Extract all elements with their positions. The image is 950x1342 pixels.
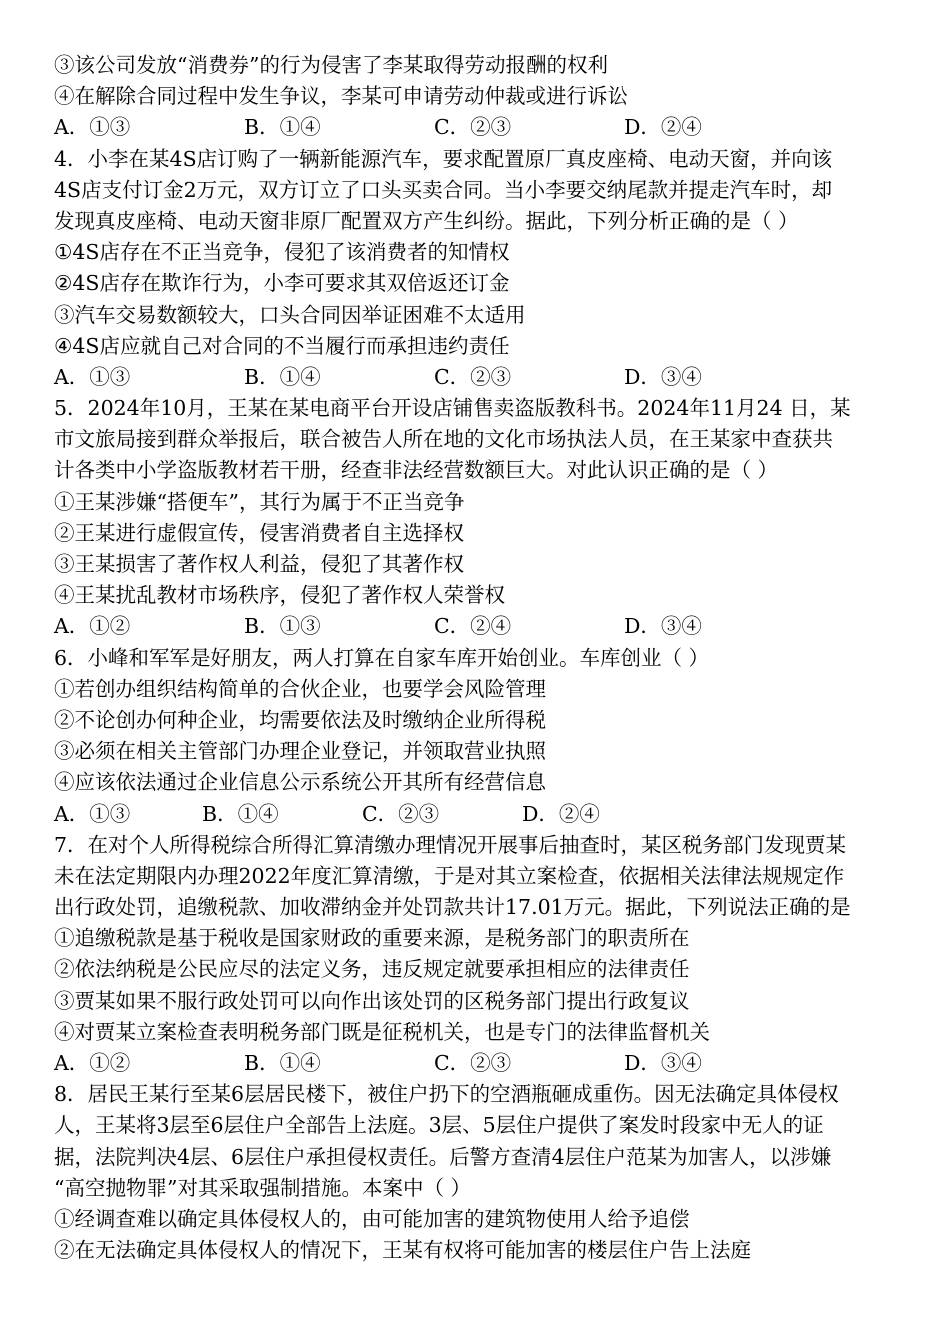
q4-stem-line: 4．小李在某4S店订购了一辆新能源汽车，要求配置原厂真皮座椅、电动天窗，并向该 xyxy=(54,146,833,171)
q4-option-a[interactable]: A．①③ xyxy=(54,364,131,389)
q6-option-b[interactable]: B．①④ xyxy=(202,801,279,826)
q3-options xyxy=(54,112,904,143)
q8-stem-line: 人，王某将3层至6层住户全部告上法庭。3层、5层住户提供了案发时段家中无人的证 xyxy=(54,1113,824,1138)
q4-item: ①4S店存在不正当竞争，侵犯了该消费者的知情权 xyxy=(54,240,510,265)
q3-option-a[interactable]: A．①③ xyxy=(54,115,131,140)
q4-stem-line: 发现真皮座椅、电动天窗非原厂配置双方产生纠纷。据此，下列分析正确的是（ ） xyxy=(54,208,799,233)
q4-option-b[interactable]: B．①④ xyxy=(244,364,321,389)
q8-stem-line: “高空抛物罪”对其采取强制措施。本案中（ ） xyxy=(54,1175,471,1200)
q4-item: ②4S店存在欺诈行为，小李可要求其双倍返还订金 xyxy=(54,271,510,296)
q7-option-d[interactable]: D．③④ xyxy=(624,1051,702,1075)
q4-option-d[interactable]: D．③④ xyxy=(624,364,702,389)
q6-item: ③必须在相关主管部门办理企业登记，并领取营业执照 xyxy=(54,739,546,764)
q4-stem-line: 4S店支付订金2万元，双方订立了口头买卖合同。当小李要交纳尾款并提走汽车时，却 xyxy=(54,177,833,202)
q7-options xyxy=(54,1048,904,1079)
q3-item-4: ④在解除合同过程中发生争议，李某可申请劳动仲裁或进行诉讼 xyxy=(54,84,628,109)
q5-option-a[interactable]: A．①② xyxy=(54,614,131,639)
q6-option-d[interactable]: D．②④ xyxy=(522,801,600,826)
q5-item: ④王某扰乱教材市场秩序，侵犯了著作权人荣誉权 xyxy=(54,583,505,608)
q6-item: ①若创办组织结构简单的合伙企业，也要学会风险管理 xyxy=(54,676,546,701)
q3-option-d[interactable]: D．②④ xyxy=(624,115,702,140)
q5-option-b[interactable]: B．①③ xyxy=(244,614,321,639)
q8-item: ①经调查难以确定具体侵权人的，由可能加害的建筑物使用人给予追偿 xyxy=(54,1206,690,1231)
q3-option-c[interactable]: C．②③ xyxy=(434,115,512,140)
q4-options xyxy=(54,362,904,393)
q7-item: ③贾某如果不服行政处罚可以向作出该处罚的区税务部门提出行政复议 xyxy=(54,988,690,1013)
q6-option-c[interactable]: C．②③ xyxy=(362,801,440,826)
q4-option-c[interactable]: C．②③ xyxy=(434,364,512,389)
q8-stem-line: 8．居民王某行至某6层居民楼下，被住户扔下的空酒瓶砸成重伤。因无法确定具体侵权 xyxy=(54,1082,839,1107)
q7-stem-line: 未在法定期限内办理2022年度汇算清缴，于是对其立案检查，依据相关法律法规规定作 xyxy=(54,863,845,888)
q5-stem-line: 计各类中小学盗版教材若干册，经查非法经营数额巨大。对此认识正确的是（ ） xyxy=(54,458,779,483)
q7-option-b[interactable]: B．①④ xyxy=(244,1051,321,1075)
q8-stem-line: 据，法院判决4层、6层住户承担侵权责任。后警方查清4层住户范某为加害人，以涉嫌 xyxy=(54,1144,832,1169)
q3-item-3: ③该公司发放“消费券”的行为侵害了李某取得劳动报酬的权利 xyxy=(54,53,608,77)
q4-item: ④4S店应就自己对合同的不当履行而承担违约责任 xyxy=(54,333,510,358)
q4-item: ③汽车交易数额较大，口头合同因举证困难不太适用 xyxy=(54,302,526,327)
q5-option-d[interactable]: D．③④ xyxy=(624,614,702,639)
q5-stem-line: 市文旅局接到群众举报后，联合被告人所在地的文化市场执法人员，在王某家中查获共 xyxy=(54,427,833,452)
q6-item: ④应该依法通过企业信息公示系统公开其所有经营信息 xyxy=(54,770,546,795)
q7-option-a[interactable]: A．①② xyxy=(54,1051,131,1075)
q6-stem-line: 6．小峰和军军是好朋友，两人打算在自家车库开始创业。车库创业（ ） xyxy=(54,645,710,670)
q5-item: ②王某进行虚假宣传，侵害消费者自主选择权 xyxy=(54,520,464,545)
q5-item: ①王某涉嫌“搭便车”，其行为属于不正当竞争 xyxy=(54,489,465,514)
q8-item: ②在无法确定具体侵权人的情况下，王某有权将可能加害的楼层住户告上法庭 xyxy=(54,1238,751,1263)
q5-options xyxy=(54,611,904,642)
q6-option-a[interactable]: A．①③ xyxy=(54,801,131,826)
q5-stem-line: 5．2024年10月，王某在某电商平台开设店铺售卖盗版教科书。2024年11月24 日，某 xyxy=(54,396,851,421)
q7-item: ①追缴税款是基于税收是国家财政的重要来源，是税务部门的职责所在 xyxy=(54,926,690,951)
q6-options xyxy=(54,799,904,830)
q5-item: ③王某损害了著作权人利益，侵犯了其著作权 xyxy=(54,552,464,576)
q6-item: ②不论创办何种企业，均需要依法及时缴纳企业所得税 xyxy=(54,707,546,732)
q7-item: ④对贾某立案检查表明税务部门既是征税机关，也是专门的法律监督机关 xyxy=(54,1019,710,1044)
q3-option-b[interactable]: B．①④ xyxy=(244,115,321,140)
q7-item: ②依法纳税是公民应尽的法定义务，违反规定就要承担相应的法律责任 xyxy=(54,957,690,982)
exam-page xyxy=(54,50,904,1266)
q5-option-c[interactable]: C．②④ xyxy=(434,614,512,639)
q7-option-c[interactable]: C．②③ xyxy=(434,1051,512,1075)
q7-stem-line: 7．在对个人所得税综合所得汇算清缴办理情况开展事后抽查时，某区税务部门发现贾某 xyxy=(54,832,847,857)
q7-stem-line: 出行政处罚，追缴税款、加收滞纳金并处罚款共计17.01万元。据此，下列说法正确的是 xyxy=(54,895,851,920)
